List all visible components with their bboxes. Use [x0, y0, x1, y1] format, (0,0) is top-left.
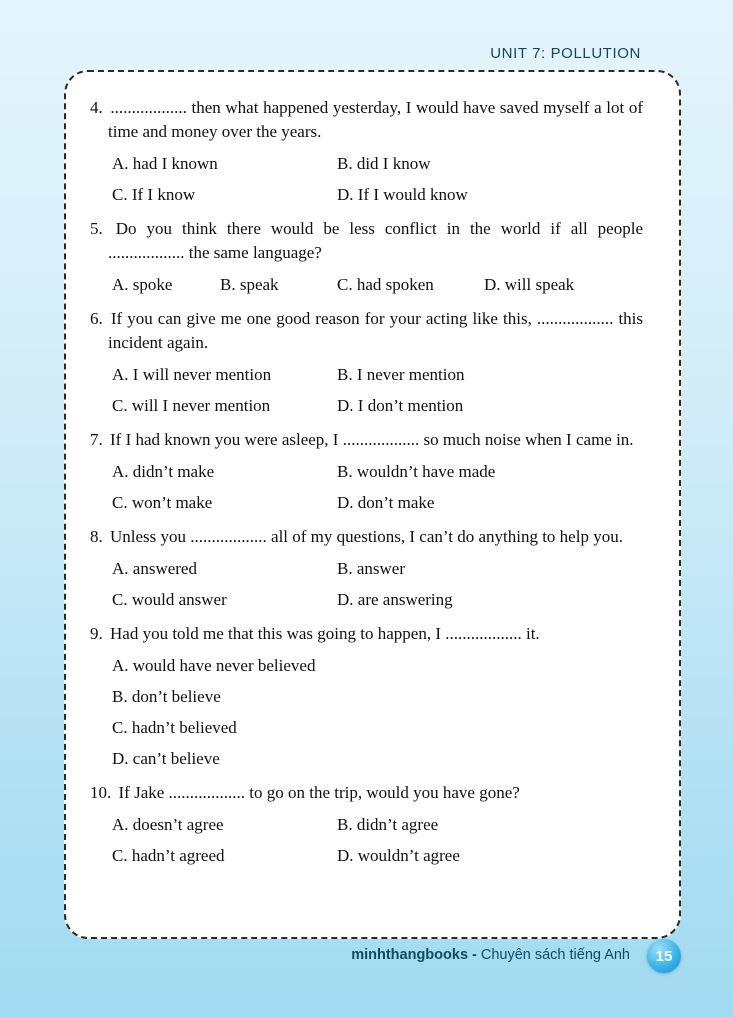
question-text	[90, 525, 643, 549]
footer-separator: -	[472, 947, 477, 963]
option: D. will speak	[484, 275, 575, 294]
option: A. spoke	[112, 275, 173, 294]
option: A. doesn’t agree	[112, 815, 224, 834]
option: B. answer	[337, 559, 405, 578]
option: D. are answering	[337, 590, 453, 609]
question-body: .................. then what happened yesterday, I would have saved myself a lot of time and money over the years.	[108, 98, 643, 141]
question	[90, 96, 643, 210]
option: B. didn’t agree	[337, 815, 439, 834]
options	[112, 553, 643, 615]
options	[112, 359, 643, 421]
question-number: 10.	[90, 783, 116, 802]
option: B. wouldn’t have made	[337, 462, 496, 481]
options	[112, 650, 643, 774]
question-body: If Jake .................. to go on the trip, would you have gone?	[118, 783, 520, 802]
question	[90, 781, 643, 871]
option: A. would have never believed	[112, 656, 316, 675]
option: D. don’t make	[337, 493, 435, 512]
option: D. I don’t mention	[337, 396, 464, 415]
option: B. did I know	[337, 154, 431, 173]
question-body: Do you think there would be less conflict in the world if all people .................. the same language?	[108, 219, 643, 262]
page-number-badge	[647, 939, 681, 973]
question-text	[90, 622, 643, 646]
option: B. don’t believe	[112, 687, 221, 706]
options	[112, 456, 643, 518]
question-text	[90, 217, 643, 265]
question-body: Unless you .................. all of my questions, I can’t do anything to help you.	[110, 527, 623, 546]
option: D. wouldn’t agree	[337, 846, 460, 865]
question-number: 4.	[90, 98, 108, 117]
option: C. would answer	[112, 590, 227, 609]
option: A. didn’t make	[112, 462, 215, 481]
option: B. speak	[220, 275, 279, 294]
question-body: If I had known you were asleep, I .................. so much noise when I came in.	[110, 430, 634, 449]
question	[90, 217, 643, 300]
question-body: Had you told me that this was going to happen, I .................. it.	[110, 624, 540, 643]
options	[112, 809, 643, 871]
footer-publisher-line	[351, 947, 630, 963]
question	[90, 622, 643, 774]
option: C. will I never mention	[112, 396, 271, 415]
question-text	[90, 307, 643, 355]
option: B. I never mention	[337, 365, 465, 384]
question-number: 7.	[90, 430, 107, 449]
option: A. answered	[112, 559, 197, 578]
question-text	[90, 781, 643, 805]
question-text	[90, 428, 643, 452]
option: C. had spoken	[337, 275, 434, 294]
question-number: 5.	[90, 219, 113, 238]
publisher-tagline: Chuyên sách tiếng Anh	[480, 947, 630, 963]
options	[112, 269, 643, 300]
option: D. If I would know	[337, 185, 468, 204]
option: C. If I know	[112, 185, 196, 204]
question-number: 6.	[90, 309, 108, 328]
option: C. won’t make	[112, 493, 213, 512]
options	[112, 148, 643, 210]
option: C. hadn’t agreed	[112, 846, 225, 865]
question	[90, 307, 643, 421]
question-box	[64, 70, 681, 939]
question-number: 8.	[90, 527, 107, 546]
question	[90, 525, 643, 615]
publisher-name: minhthangbooks	[351, 947, 469, 963]
question-body: If you can give me one good reason for your acting like this, .................. this incident again.	[108, 309, 644, 352]
option: D. can’t believe	[112, 749, 220, 768]
unit-title: UNIT 7: POLLUTION	[490, 45, 641, 62]
question-text	[90, 96, 643, 144]
page-number: 15	[655, 947, 673, 965]
question	[90, 428, 643, 518]
questions-list	[90, 96, 643, 871]
option: A. I will never mention	[112, 365, 272, 384]
option: C. hadn’t believed	[112, 718, 237, 737]
option: A. had I known	[112, 154, 218, 173]
question-number: 9.	[90, 624, 107, 643]
